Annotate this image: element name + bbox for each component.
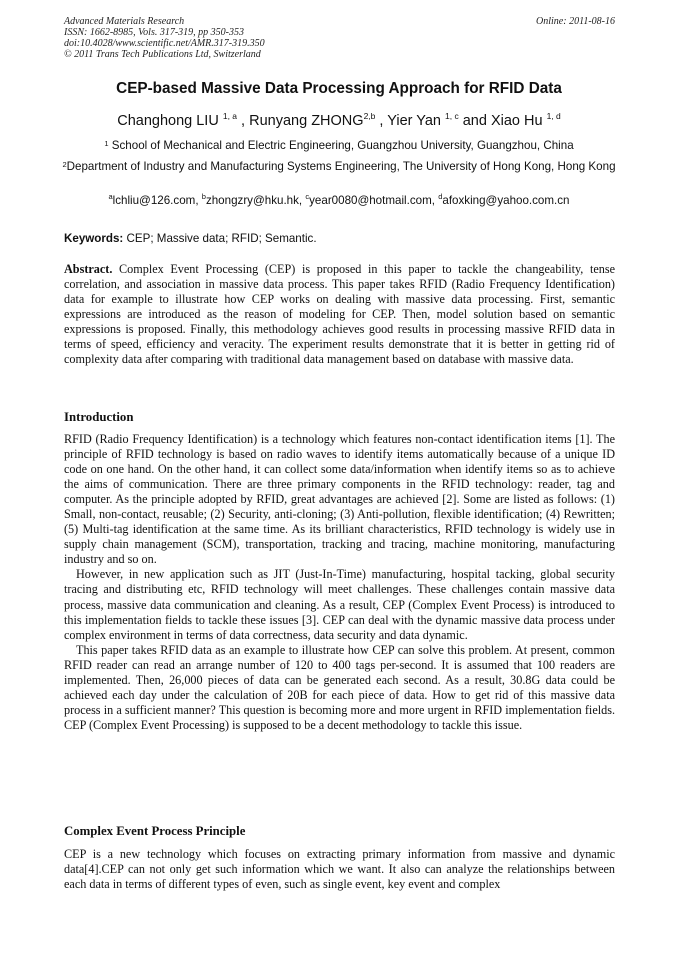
journal-name: Advanced Materials Research <box>64 16 185 27</box>
doi-line: doi:10.4028/www.scientific.net/AMR.317-319.350 <box>64 38 265 49</box>
keywords-label: Keywords: <box>64 232 124 245</box>
author-sup: 2,b <box>363 111 376 121</box>
email-address: year0080@hotmail.com <box>309 194 432 207</box>
email-address: afoxking@yahoo.com.cn <box>442 194 570 207</box>
abstract <box>64 262 615 367</box>
section-heading-introduction: Introduction <box>64 410 134 424</box>
author-name: Changhong LIU <box>117 113 219 129</box>
email-separator: , <box>298 194 306 207</box>
email-sup: a <box>108 192 113 201</box>
author-sup: 1, a <box>222 111 238 121</box>
author-separator: , <box>375 113 388 129</box>
email-separator: , <box>195 194 202 207</box>
copyright-line: © 2011 Trans Tech Publications Ltd, Switzerland <box>64 49 261 60</box>
affiliation-text: Department of Industry and Manufacturing Systems Engineering, The University of Hong Kong, Hong Kong <box>66 160 616 173</box>
author-sup: 1, d <box>546 111 561 121</box>
affiliation-1 <box>60 137 618 154</box>
email-sup: b <box>201 192 206 201</box>
affiliation-sup: 2 <box>62 160 67 169</box>
paragraph: RFID (Radio Frequency Identification) is a technology which features non-contact identification items [1]. The principle of RFID technology is based on radio waves to identify items automatically because of a unique ID code on one hand. On the other hand, it can collect some data/information when identify items so as to achieve the aims of communication. There are three primary components in the RFID technology: reader, tag and computer. As the principle adopted by RFID, great advantages are achieved [2]. Some are listed as follows: (1) Small, non-contact, reusable; (2) Security, anti-cloning; (3) Anti-pollution, flexible identification; (4) Rewritten; (5) Multi-tag identification at the same time. As its brilliant characteristics, RFID technology is widely use in supply chain management (SCM), transportation, tracking and tracing, machine monitoring, manufacturing industry and so on. <box>64 432 615 567</box>
section-heading-cep-principle: Complex Event Process Principle <box>64 824 246 838</box>
paragraph: However, in new application such as JIT (Just-In-Time) manufacturing, hospital tacking, global security tracing and distributing etc, RFID technology will meet challenges. These challenges contain massive data process, massive data communication and cleaning. As a result, CEP (Complex Event Process) is introduced to this implementation fields to tackle these issues [3]. CEP can deal with the dynamic massive data process under complex environment in terms of data correctness, data security and data dynamic. <box>64 567 615 642</box>
paragraph: CEP is a new technology which focuses on extracting primary information from massive and dynamic data[4].CEP can not only get such information which we want. It also can analyze the relationships between each data in terms of different types of even, such as single event, key event and complex <box>64 847 615 892</box>
affiliation-sup: 1 <box>104 139 109 148</box>
paragraph: This paper takes RFID data as an example to illustrate how CEP can solve this problem. At present, common RFID reader can read an arrange number of 120 to 400 tags per-second. It is assumed that 100 readers are implemented. Then, 26,000 pieces of data can be generated each second. As a result, 30.8G data could be achieved each day under the calculation of 20B for each piece of data. How to get rid of this massive data process in a sufficient manner? This question is becoming more and more urgent in RFID implementation fields. CEP (Complex Event Processing) is supposed to be a decent methodology to tackle this issue. <box>64 642 615 732</box>
email-sup: d <box>438 192 443 201</box>
abstract-text: Complex Event Processing (CEP) is proposed in this paper to tackle the changeability, tense correlation, and association in massive data process. This paper takes RFID (Radio Frequency Identification) data for example to illustrate how CEP works on dealing with massive data processing. First, semantic expressions are introduced as the reason of modeling for CEP. Then, model solution based on semantic expressions is proposed. Finally, this methodology achieves good results in processing massive RFID data in terms of speed, efficiency and veracity. The experiment results demonstrate that it is better in getting rid of complexity data after comparing with traditional data management based on database with massive data. <box>64 262 615 367</box>
online-date: Online: 2011-08-16 <box>536 16 615 27</box>
author-name: Xiao Hu <box>490 113 543 129</box>
paper-title: CEP-based Massive Data Processing Approach for RFID Data <box>116 80 562 97</box>
abstract-label: Abstract. <box>64 262 113 276</box>
email-sup: c <box>305 192 310 201</box>
journal-header <box>64 16 265 60</box>
author-separator: and <box>458 113 491 129</box>
issn-line: ISSN: 1662-8985, Vols. 317-319, pp 350-353 <box>64 27 244 38</box>
email-list <box>40 194 638 207</box>
author-list <box>30 113 648 129</box>
email-address: zhongzry@hku.hk <box>205 194 299 207</box>
author-sup: 1, c <box>445 111 459 121</box>
author-separator: , <box>237 113 250 129</box>
author-name: Runyang ZHONG <box>249 113 364 129</box>
author-name: Yier Yan <box>387 113 441 129</box>
keywords <box>64 232 317 245</box>
affiliation-text: School of Mechanical and Electric Engineering, Guangzhou University, Guangzhou, China <box>111 139 574 152</box>
introduction-body <box>64 432 615 733</box>
email-address: lchliu@126.com <box>112 194 196 207</box>
email-separator: , <box>431 194 439 207</box>
keywords-text: CEP; Massive data; RFID; Semantic. <box>123 232 317 245</box>
cep-principle-body <box>64 847 615 892</box>
affiliation-2 <box>60 158 618 175</box>
